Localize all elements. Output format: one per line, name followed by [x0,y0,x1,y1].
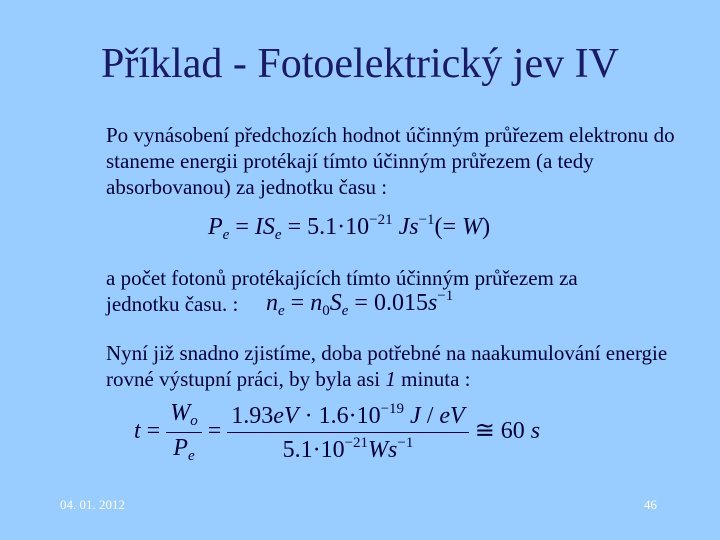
paragraph-time-number: 1 [385,367,396,391]
equation-power-exponent: −21 [369,212,393,228]
paragraph-photon-line2: jednotku času. : [106,292,239,316]
fraction-work-power: $\frac{W_o}{P_e}$ [166,400,202,465]
equation-power-value: 5.1 [307,214,338,240]
footer-date: 04. 01. 2012 [60,497,125,512]
paragraph-photon-line1: a počet fotonů protékajících tímto účinným průřezem za [106,266,578,290]
paragraph-time [106,340,696,392]
equation-time-num-exp: −19 [380,401,405,417]
equation-power: $P_e = IS_e = 5.1\cdot 10^{-21}$ $Js^{-1}(= W)$ [208,212,491,243]
footer-page-number: 46 [644,497,657,512]
equation-photon-rate: $n_e = n_0S_e = 0.015s^{-1}$ [266,288,454,319]
equation-time-num-a: 1.93 [231,403,274,429]
equation-photon-rate-value: 0.015 [373,290,428,316]
paragraph-energy: Po vynásobení předchozích hodnot účinným průřezem elektronu do staneme energii protékají tímto účinným průřezem (a tedy absorbovanou) za jednotku času : [106,123,675,199]
paragraph-time-text-a: Nyní již snadno zjistíme, doba potřebné na naakumulování energie rovné výstupní práci, by byla asi [106,341,668,391]
equation-time-result: 60 [500,418,525,445]
slide-title: Příklad - Fotoelektrický jev IV [101,41,619,87]
paragraph-time-text-b: minuta : [395,367,471,391]
equation-time-den-exp: −21 [344,435,369,451]
equation-time-den-value: 5.1 [282,437,313,463]
equation-time-num-b: 1.6 [318,403,349,429]
fraction-numeric: $\frac{1.93eV \cdot 1.6\cdot 10^{-19} J / eV}{5.1\cdot 10^{-21}Ws^{-1}}$ [227,401,468,464]
equation-time: t = $\frac{W_o}{P_e}$ = $\frac{1.93eV \cdot 1.6\cdot 10^{-19} J / eV}{5.1\cdot 10^{-21}Ws^{-1}}$ ≅ 60 s [134,400,541,464]
